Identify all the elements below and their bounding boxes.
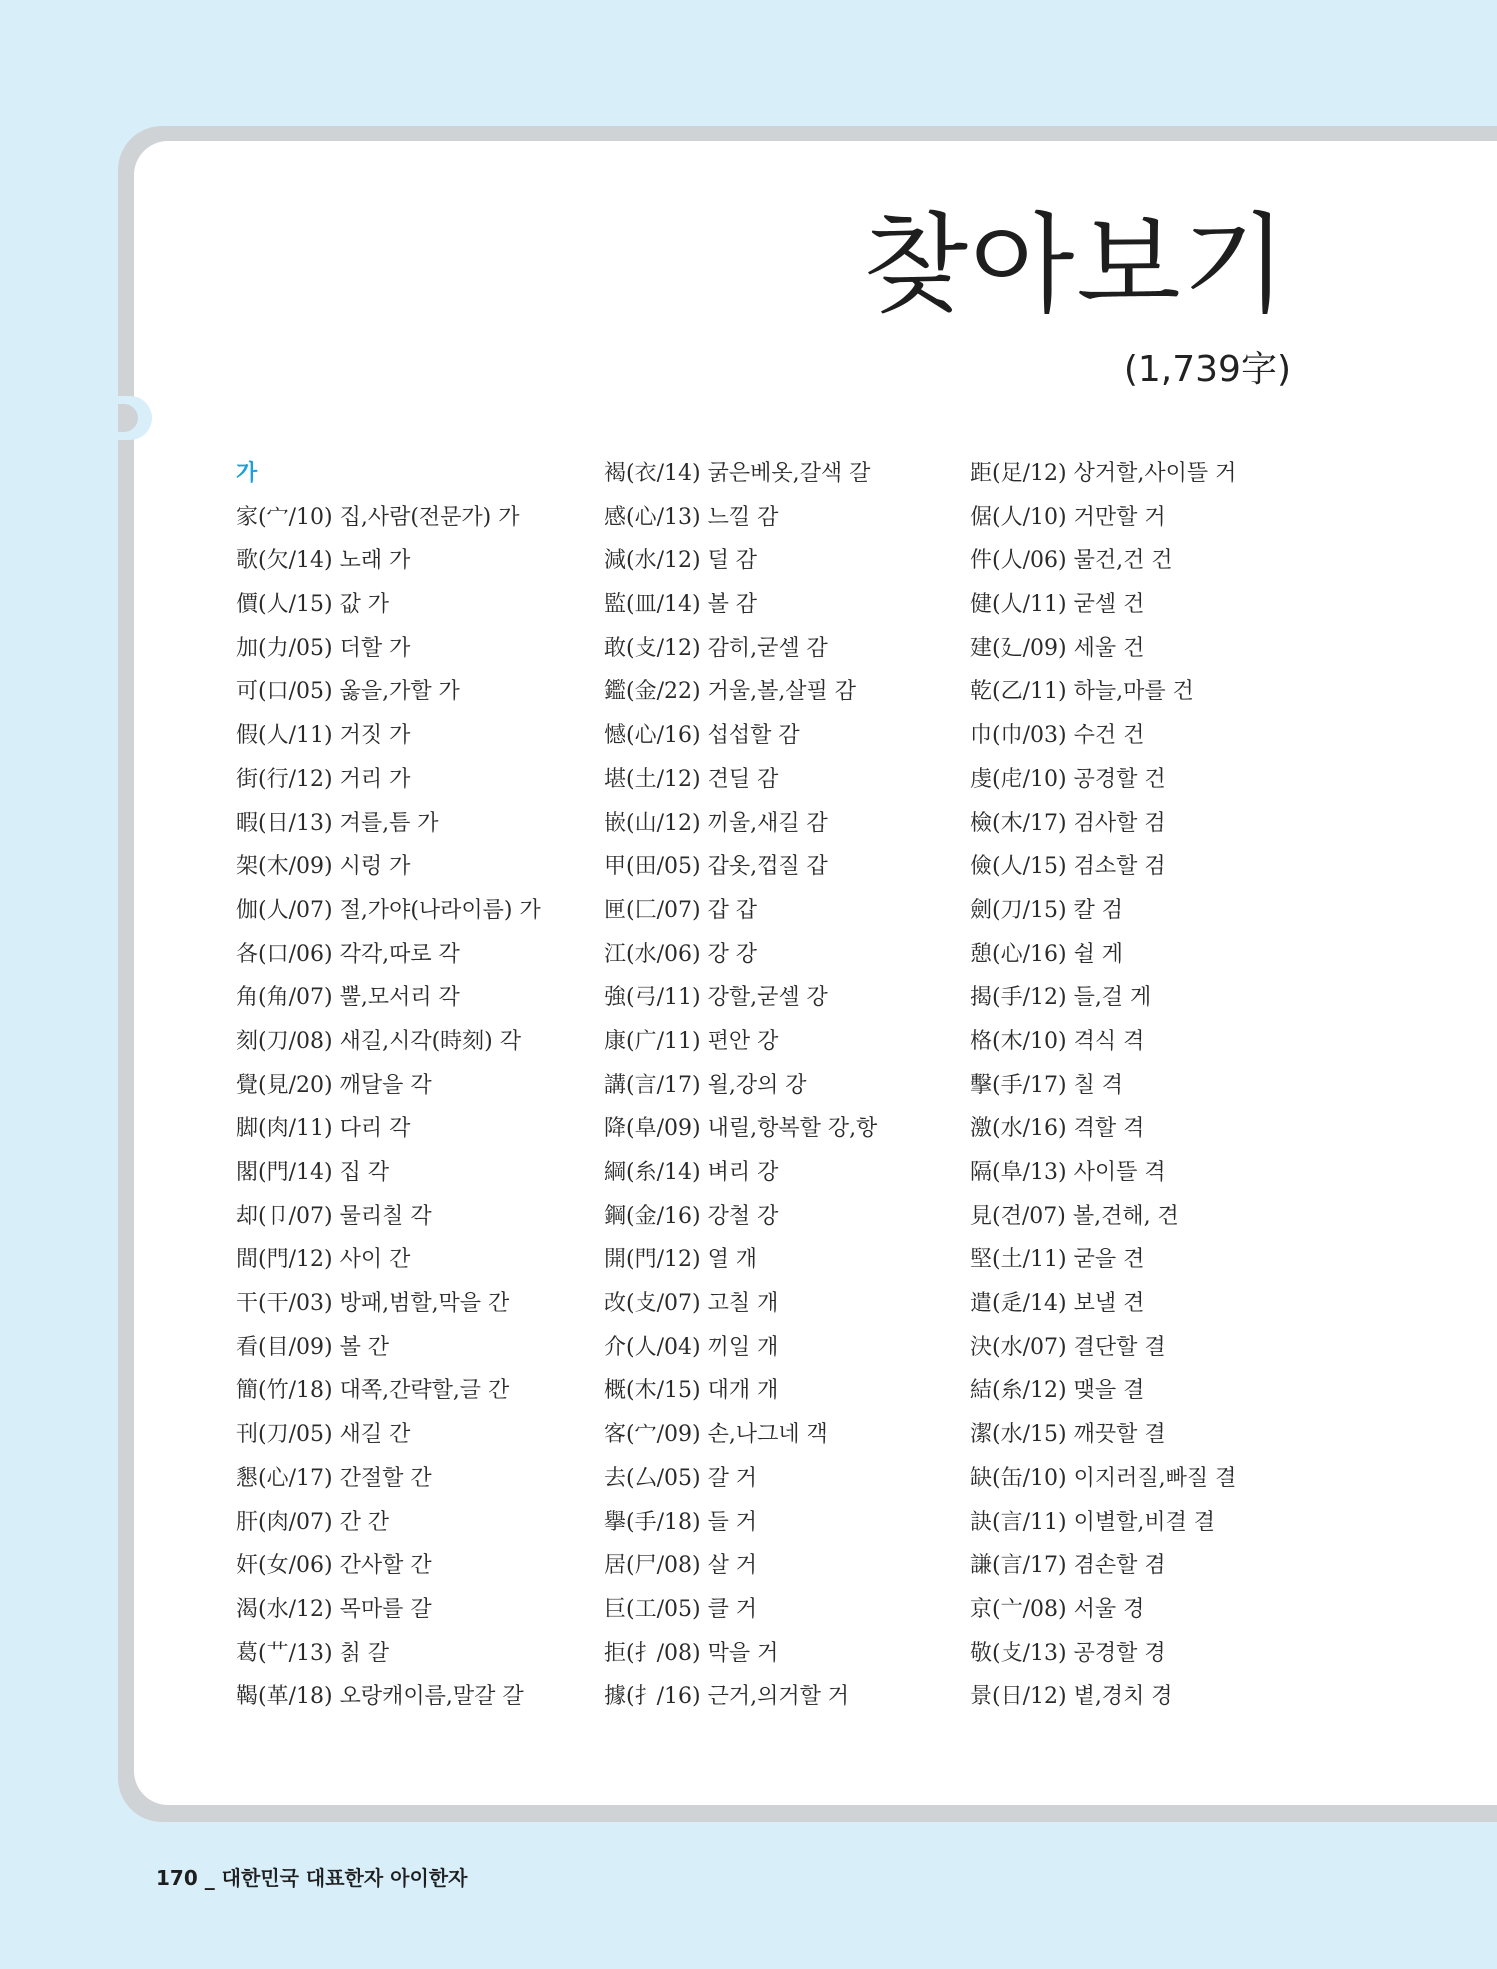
index-entry: 看(目/09) 볼 간 [236,1334,390,1360]
index-entry: 建(廴/09) 세울 건 [970,635,1145,661]
index-entry: 拒(扌/08) 막을 거 [604,1640,779,1666]
index-entry: 康(广/11) 편안 강 [604,1028,779,1054]
index-entry: 見(견/07) 볼,견해, 견 [970,1203,1179,1229]
index-entry: 倨(人/10) 거만할 거 [970,504,1166,530]
index-entry: 家(宀/10) 집,사람(전문가) 가 [236,504,520,530]
index-column-3 [970,452,1330,1719]
index-entry: 乾(乙/11) 하늘,마를 건 [970,679,1194,705]
index-section-header: 가 [236,461,258,486]
index-entry: 劍(刀/15) 칼 검 [970,897,1124,923]
index-entry: 潔(水/15) 깨끗할 결 [970,1422,1166,1448]
index-entry: 決(水/07) 결단할 결 [970,1334,1166,1360]
index-entry: 脚(肉/11) 다리 각 [236,1116,411,1142]
index-column-1 [236,452,596,1719]
index-entry: 閣(門/14) 집 각 [236,1160,390,1185]
page-title: 찾아보기 [863,203,1289,328]
index-entry: 結(糸/12) 맺을 결 [970,1378,1145,1404]
index-entry: 各(口/06) 각각,따로 각 [236,941,460,967]
index-entry: 奸(女/06) 간사할 간 [236,1553,432,1579]
index-entry: 虔(虍/10) 공경할 건 [970,766,1166,792]
index-entry: 憩(心/16) 쉴 게 [970,941,1124,967]
index-entry: 却(卩/07) 물리칠 각 [236,1203,432,1229]
index-entry: 隔(阜/13) 사이뜰 격 [970,1160,1166,1185]
index-entry: 檢(木/17) 검사할 검 [970,810,1166,836]
index-entry: 景(日/12) 볕,경치 경 [970,1684,1173,1710]
index-entry: 加(力/05) 더할 가 [236,635,411,661]
index-entry: 開(門/12) 열 개 [604,1247,758,1273]
index-entry: 缺(缶/10) 이지러질,빠질 결 [970,1465,1237,1491]
index-entry: 刊(刀/05) 새길 간 [236,1422,411,1448]
index-entry: 鑑(金/22) 거울,볼,살필 감 [604,679,857,705]
index-entry: 居(尸/08) 살 거 [604,1553,758,1579]
index-entry: 儉(人/15) 검소할 검 [970,854,1166,880]
index-entry: 減(水/12) 덜 감 [604,548,758,574]
index-entry: 簡(竹/18) 대쪽,간략할,글 간 [236,1378,510,1404]
index-entry: 憾(心/16) 섭섭할 감 [604,723,800,749]
index-entry: 改(攴/07) 고칠 개 [604,1291,779,1317]
index-entry: 強(弓/11) 강할,굳셀 강 [604,985,828,1011]
index-entry: 暇(日/13) 겨를,틈 가 [236,810,439,836]
index-entry: 擧(手/18) 들 거 [604,1509,758,1535]
page-footer: 170 _ 대한민국 대표한자 아이한자 [156,1866,468,1890]
index-entry: 講(言/17) 욀,강의 강 [604,1072,807,1098]
index-entry: 去(厶/05) 갈 거 [604,1465,758,1491]
index-entry: 覺(見/20) 깨달을 각 [236,1072,432,1098]
index-entry: 假(人/11) 거짓 가 [236,723,411,749]
index-entry: 刻(刀/08) 새길,시각(時刻) 각 [236,1028,521,1054]
index-entry: 架(木/09) 시렁 가 [236,854,411,880]
index-entry: 據(扌/16) 근거,의거할 거 [604,1684,850,1710]
page-subtitle: (1,739字) [1123,349,1291,390]
index-entry: 綱(糸/14) 벼리 강 [604,1160,779,1185]
index-entry: 感(心/13) 느낄 감 [604,504,779,530]
index-entry: 葛(艹/13) 칡 갈 [236,1640,390,1666]
index-entry: 健(人/11) 굳셀 건 [970,592,1145,618]
index-entry: 肝(肉/07) 간 간 [236,1509,390,1535]
index-entry: 格(木/10) 격식 격 [970,1028,1145,1054]
index-entry: 客(宀/09) 손,나그네 객 [604,1422,828,1448]
index-entry: 激(水/16) 격할 격 [970,1116,1145,1142]
index-entry: 堪(土/12) 견딜 감 [604,766,779,792]
index-entry: 可(口/05) 옳을,가할 가 [236,679,460,705]
index-entry: 敢(攴/12) 감히,굳셀 감 [604,635,828,661]
index-entry: 匣(匚/07) 갑 갑 [604,897,758,923]
index-entry: 介(人/04) 끼일 개 [604,1334,779,1360]
index-entry: 街(行/12) 거리 가 [236,766,411,792]
index-entry: 角(角/07) 뿔,모서리 각 [236,985,460,1011]
index-entry: 謙(言/17) 겸손할 겸 [970,1553,1166,1579]
index-entry: 嵌(山/12) 끼울,새길 감 [604,810,828,836]
index-entry: 渴(水/12) 목마를 갈 [236,1596,432,1622]
index-entry: 江(水/06) 강 강 [604,941,758,967]
index-entry: 概(木/15) 대개 개 [604,1378,779,1404]
index-entry: 鋼(金/16) 강철 강 [604,1203,779,1229]
index-entry: 揭(手/12) 들,걸 게 [970,985,1152,1011]
index-entry: 巨(工/05) 클 거 [604,1596,758,1622]
index-entry: 伽(人/07) 절,가야(나라이름) 가 [236,897,541,923]
index-entry: 堅(土/11) 굳을 견 [970,1247,1145,1273]
index-entry: 訣(言/11) 이별할,비결 결 [970,1509,1216,1535]
index-entry: 件(人/06) 물건,건 건 [970,548,1173,574]
index-entry: 距(足/12) 상거할,사이뜰 거 [970,461,1237,486]
index-entry: 京(亠/08) 서울 경 [970,1596,1145,1622]
index-entry: 巾(巾/03) 수건 건 [970,723,1145,749]
index-entry: 間(門/12) 사이 간 [236,1247,411,1273]
index-entry: 干(干/03) 방패,범할,막을 간 [236,1291,510,1317]
index-entry: 價(人/15) 값 가 [236,592,390,618]
index-entry: 敬(攴/13) 공경할 경 [970,1640,1166,1666]
index-entry: 鞨(革/18) 오랑캐이름,말갈 갈 [236,1684,524,1710]
index-entry: 遣(辵/14) 보낼 견 [970,1291,1145,1317]
index-entry: 懇(心/17) 간절할 간 [236,1465,432,1491]
index-column-2 [604,452,964,1719]
index-entry: 歌(欠/14) 노래 가 [236,548,411,574]
index-entry: 降(阜/09) 내릴,항복할 강,항 [604,1116,878,1142]
index-entry: 褐(衣/14) 굵은베옷,갈색 갈 [604,461,871,486]
index-entry: 甲(田/05) 갑옷,껍질 갑 [604,854,828,880]
index-entry: 擊(手/17) 칠 격 [970,1072,1124,1098]
index-entry: 監(皿/14) 볼 감 [604,592,758,618]
